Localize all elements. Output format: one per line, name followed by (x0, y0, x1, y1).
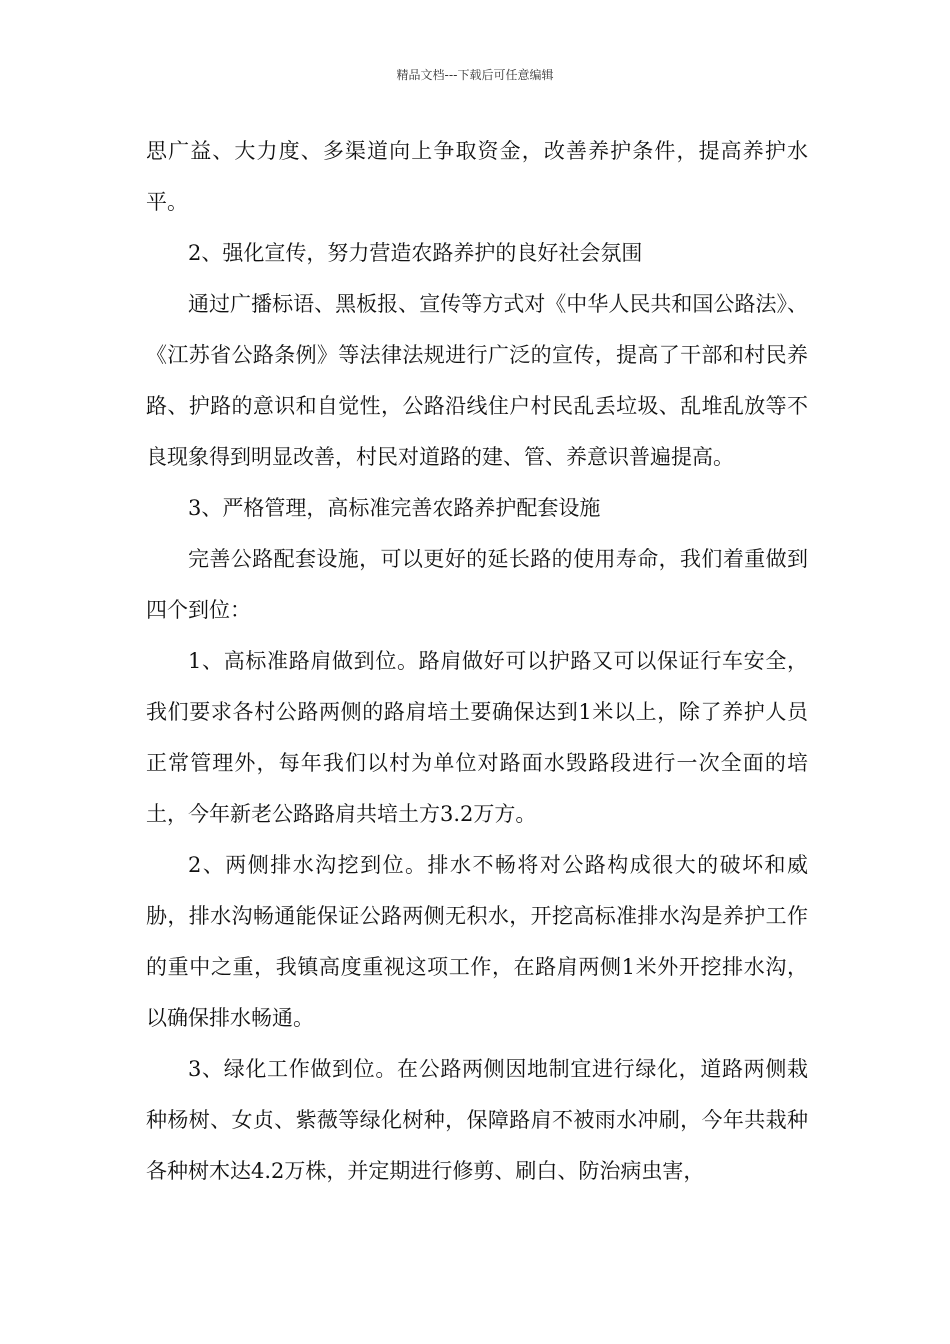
document-body (146, 126, 808, 1197)
paragraph-facilities: 完善公路配套设施，可以更好的延长路的使用寿命，我们着重做到四个到位： (146, 547, 808, 622)
paragraph-publicity: 通过广播标语、黑板报、宣传等方式对《中华人民共和国公路法》、《江苏省公路条例》等法律法规进行广泛的宣传，提高了干部和村民养路、护路的意识和自觉性，公路沿线住户村民乱丢垃圾、乱堆乱放等不良现象得到明显改善，村民对道路的建、管、养意识普遍提高。 (146, 292, 808, 469)
list-item-road-shoulder: 1、高标准路肩做到位。路肩做好可以护路又可以保证行车安全，我们要求各村公路两侧的路肩培土要确保达到1米以上，除了养护人员正常管理外，每年我们以村为单位对路面水毁路段进行一次全面的培土，今年新老公路路肩共培土方3.2万方。 (146, 649, 808, 826)
paragraph-1: 思广益、大力度、多渠道向上争取资金，改善养护条件，提高养护水平。 (146, 139, 808, 214)
list-item-drainage: 2、两侧排水沟挖到位。排水不畅将对公路构成很大的破坏和威胁，排水沟畅通能保证公路两侧无积水，开挖高标准排水沟是养护工作的重中之重，我镇高度重视这项工作，在路肩两侧1米外开挖排水沟，以确保排水畅通。 (146, 853, 808, 1030)
section-heading-publicity: 2、强化宣传，努力营造农路养护的良好社会氛围 (188, 241, 643, 265)
page-header: 精品文档---下载后可任意编辑 (396, 68, 554, 82)
list-item-greening: 3、绿化工作做到位。在公路两侧因地制宜进行绿化，道路两侧栽种杨树、女贞、紫薇等绿化树种，保障路肩不被雨水冲刷，今年共栽种各种树木达4.2万株，并定期进行修剪、刷白、防治病虫害， (146, 1057, 808, 1183)
section-heading-management: 3、严格管理，高标准完善农路养护配套设施 (188, 496, 601, 520)
